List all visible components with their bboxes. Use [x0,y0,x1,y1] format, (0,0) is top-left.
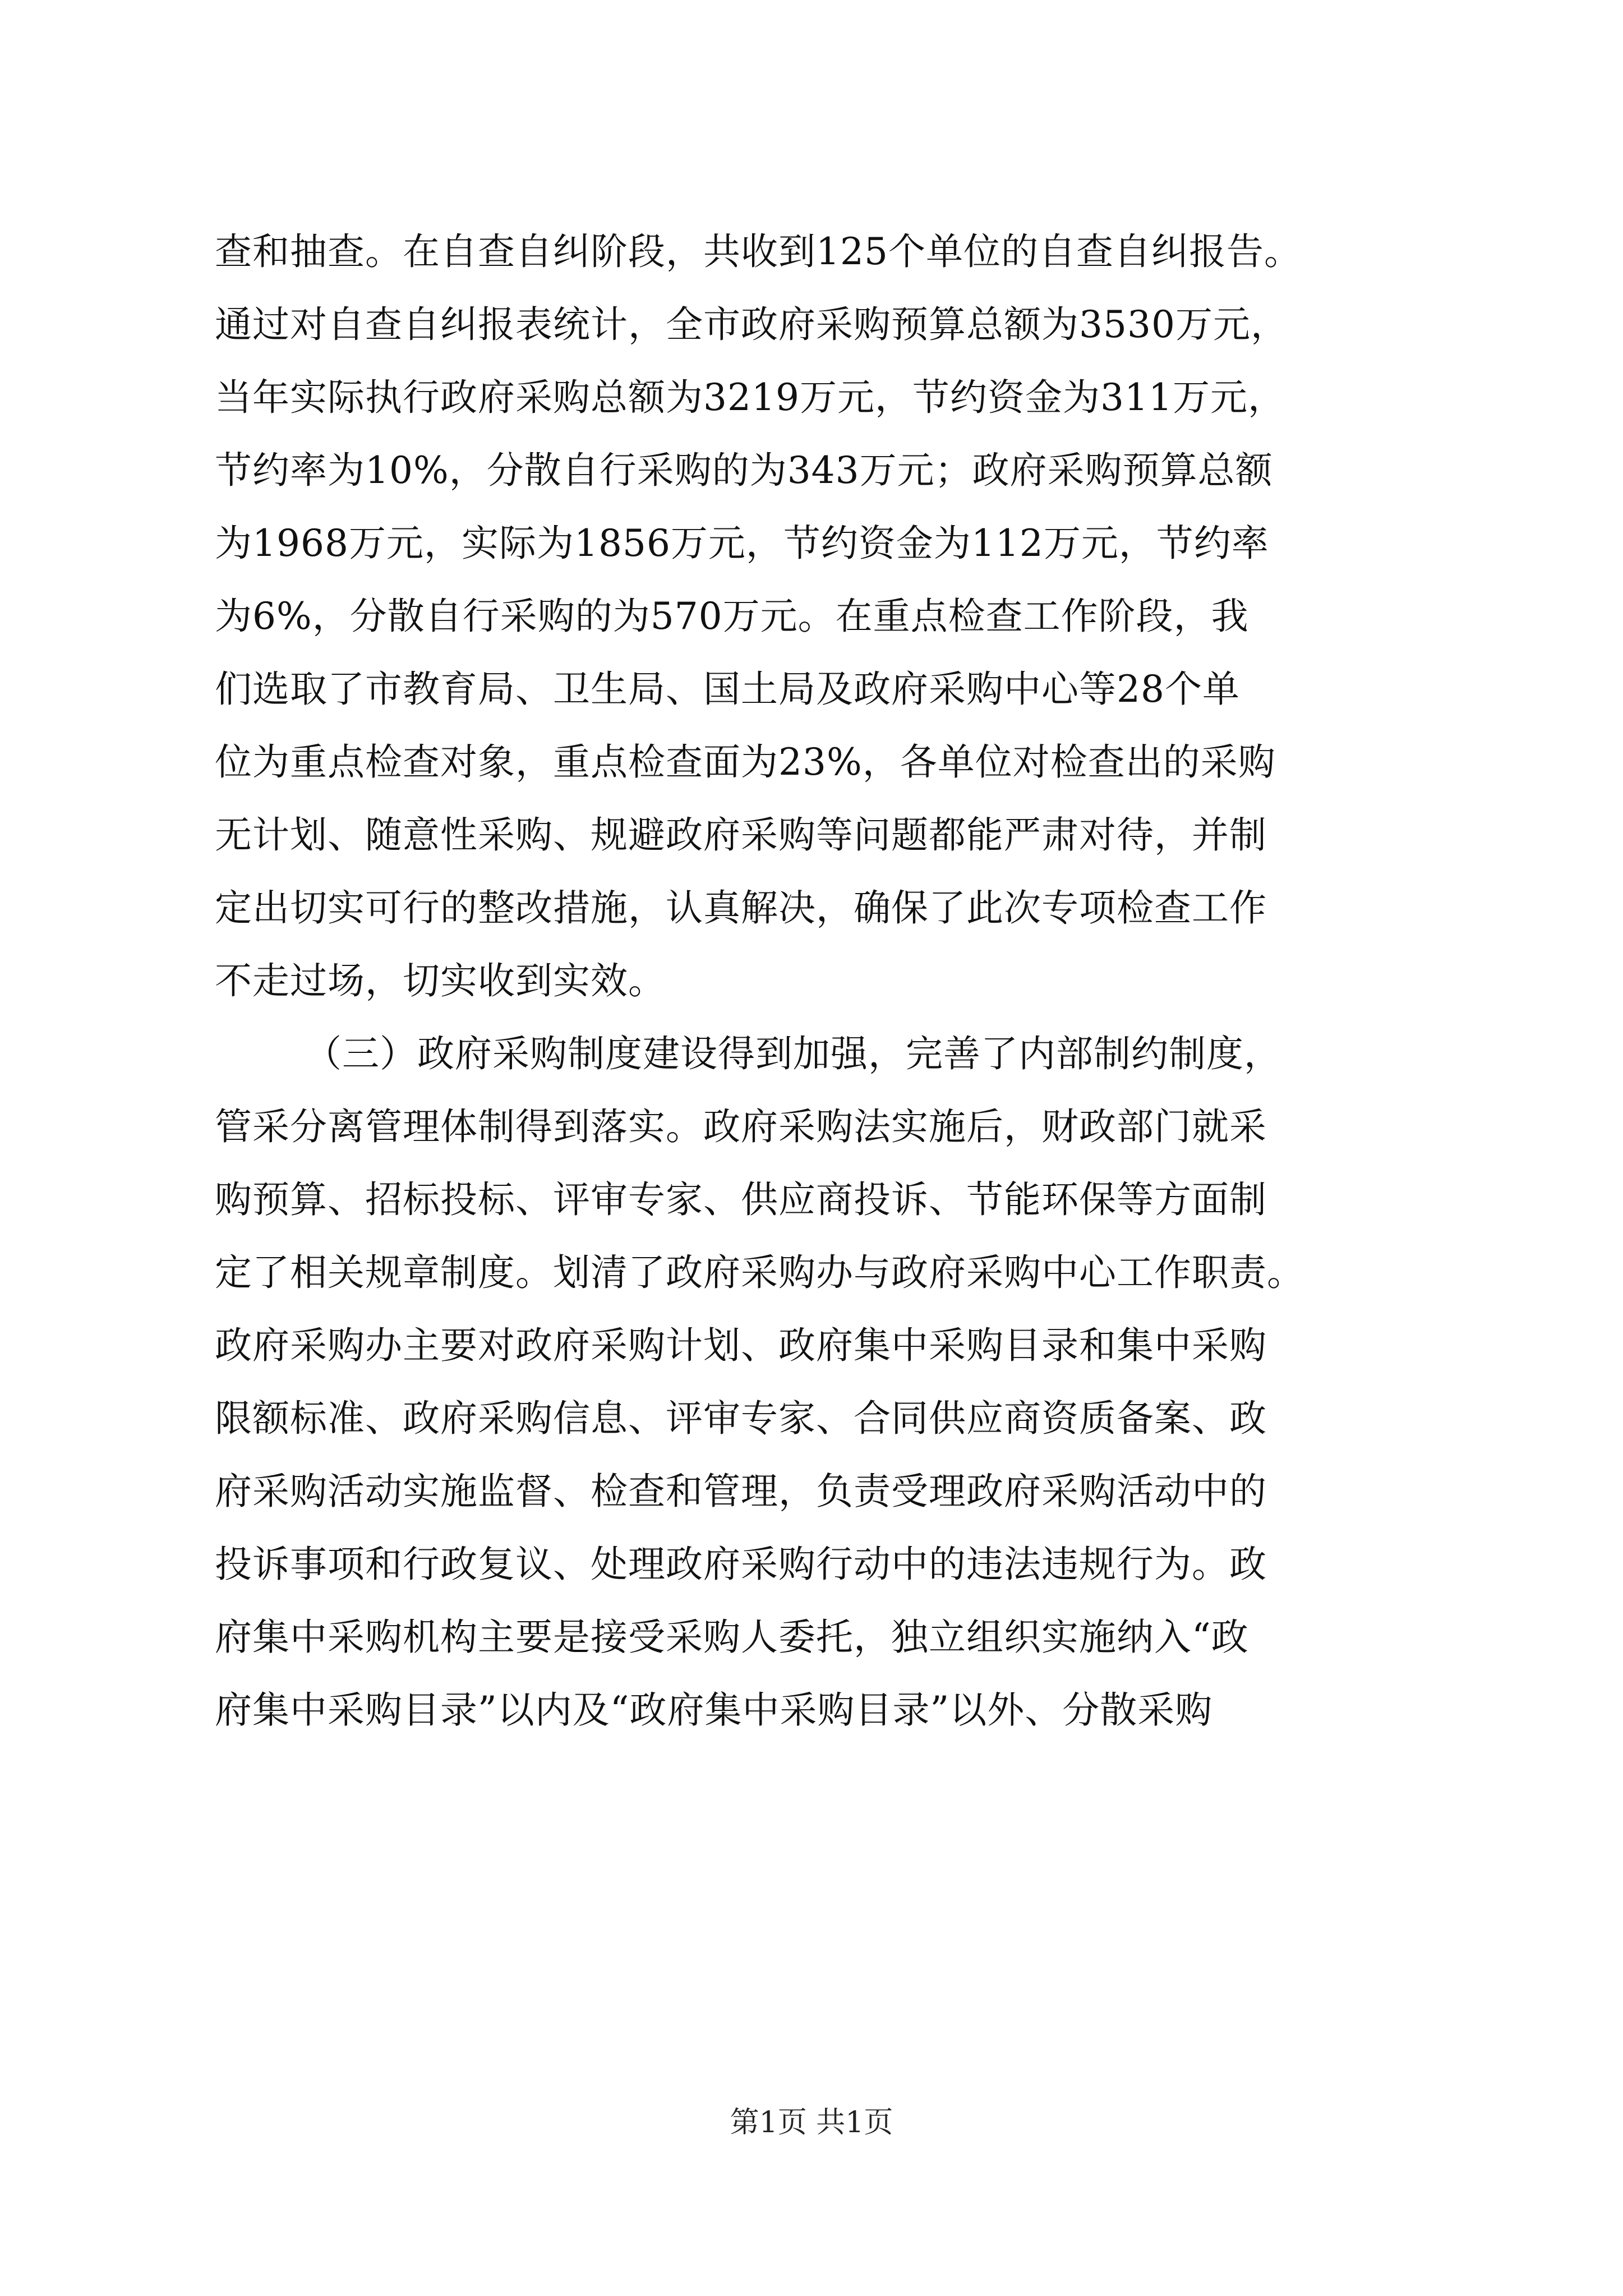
text-line-13: 管采分离管理体制得到落实。政府采购法实施后，财政部门就采 [215,1105,1267,1148]
text-line-3: 当年实际执行政府采购总额为3219万元，节约资金为311万元， [215,376,1285,419]
text-line-20: 府集中采购机构主要是接受采购人委托，独立组织实施纳入“政 [215,1616,1249,1659]
text-line-7: 们选取了市教育局、卫生局、国土局及政府采购中心等28个单 [215,668,1240,711]
text-line-1: 查和抽查。在自查自纠阶段，共收到125个单位的自查自纠报告。 [215,230,1302,273]
text-line-2: 通过对自查自纠报表统计，全市政府采购预算总额为3530万元， [215,303,1288,346]
text-line-9: 无计划、随意性采购、规避政府采购等问题都能严肃对待，并制 [215,813,1267,857]
text-line-21: 府集中采购目录”以内及“政府集中采购目录”以外、分散采购 [215,1688,1213,1732]
text-line-8: 位为重点检查对象，重点检查面为23%，各单位对检查出的采购 [215,740,1276,784]
text-line-4: 节约率为10%，分散自行采购的为343万元；政府采购预算总额 [215,449,1273,492]
text-line-5: 为1968万元，实际为1856万元，节约资金为112万元，节约率 [215,522,1269,565]
text-line-18: 府采购活动实施监督、检查和管理，负责受理政府采购活动中的 [215,1470,1267,1513]
text-line-19: 投诉事项和行政复议、处理政府采购行动中的违法违规行为。政 [215,1543,1267,1586]
text-line-16: 政府采购办主要对政府采购计划、政府集中采购目录和集中采购 [215,1324,1267,1367]
text-line-15: 定了相关规章制度。划清了政府采购办与政府采购中心工作职责。 [215,1251,1304,1294]
text-line-12: （三）政府采购制度建设得到加强，完善了内部制约制度， [305,1032,1281,1075]
page-footer: 第1页 共1页 [730,2106,893,2139]
text-line-14: 购预算、招标投标、评审专家、供应商投诉、节能环保等方面制 [215,1178,1267,1221]
text-line-11: 不走过场，切实收到实效。 [215,959,666,1002]
text-line-6: 为6%，分散自行采购的为570万元。在重点检查工作阶段，我 [215,595,1249,638]
text-line-10: 定出切实可行的整改措施，认真解决，确保了此次专项检查工作 [215,886,1267,930]
text-line-17: 限额标准、政府采购信息、评审专家、合同供应商资质备案、政 [215,1397,1267,1440]
